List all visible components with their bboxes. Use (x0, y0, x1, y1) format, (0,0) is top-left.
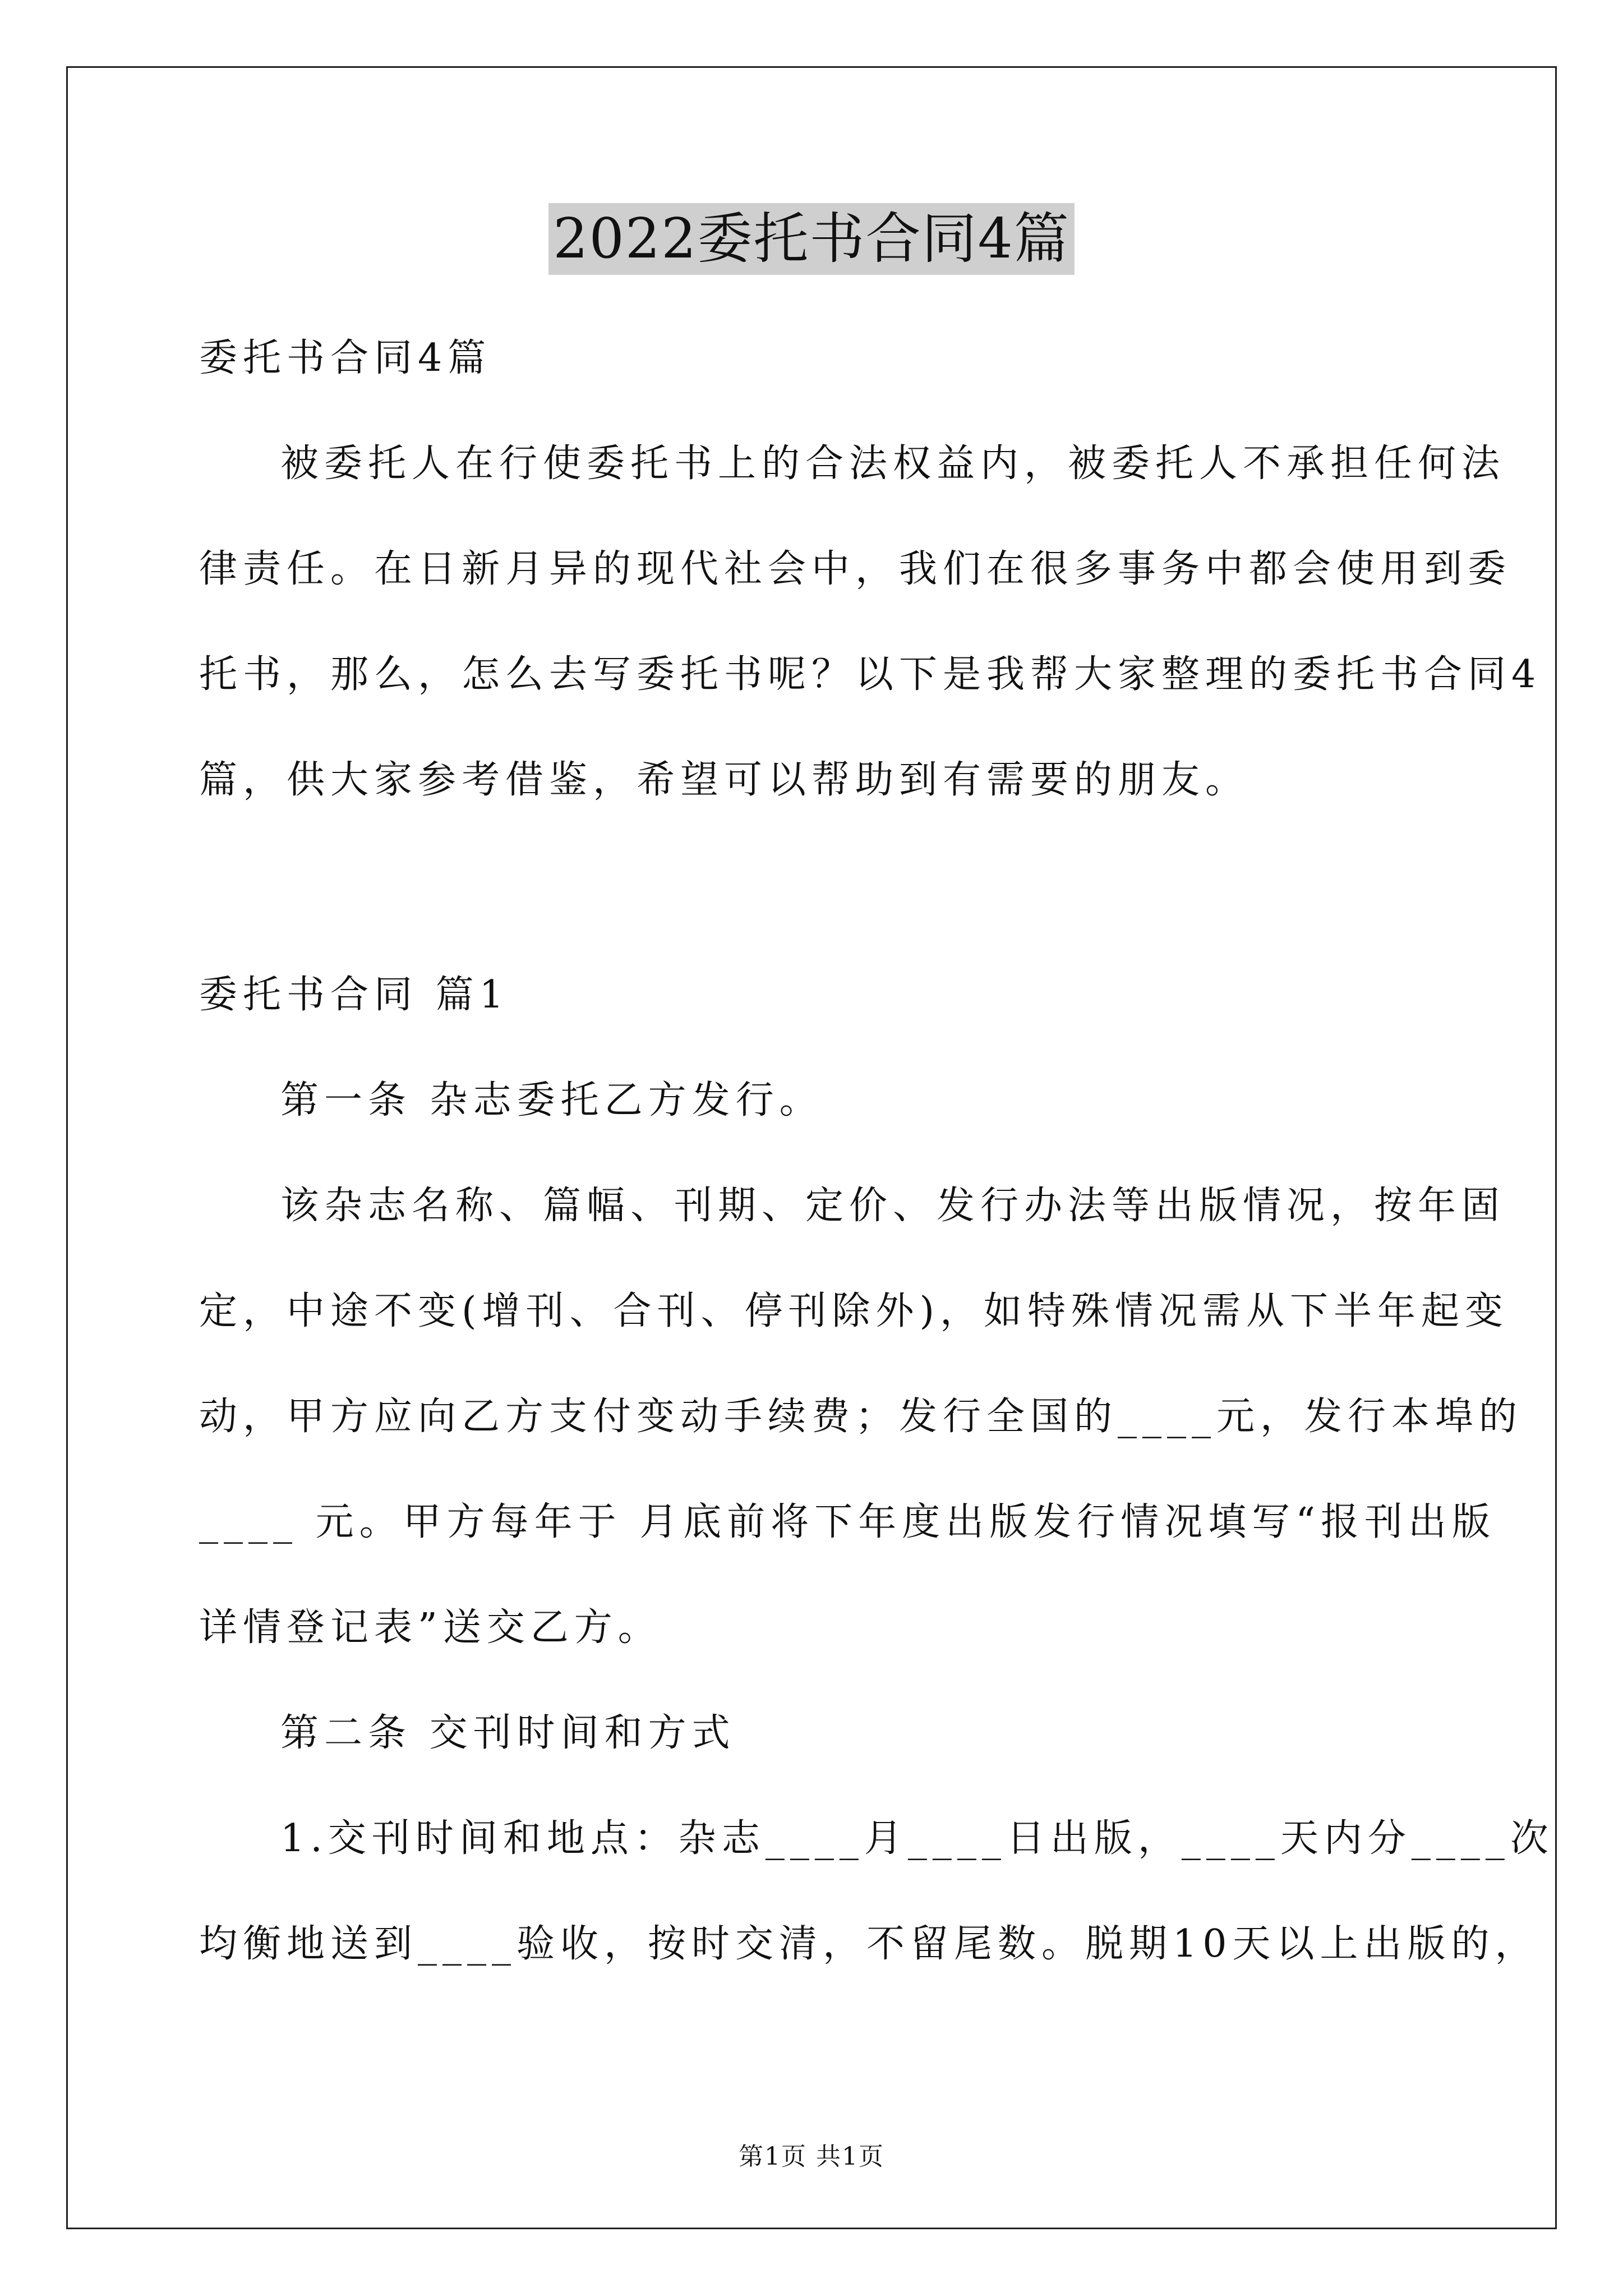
article-line: 动，甲方应向乙方支付变动手续费；发行全国的____元，发行本埠的 (199, 1395, 1523, 1439)
paragraph-spacer (199, 833, 1430, 942)
article-line: 1.交刊时间和地点：杂志____月____日出版，____天内分____次 (280, 1816, 1554, 1861)
article-heading: 第二条 交刊时间和方式 (280, 1711, 736, 1755)
article-line: ____ 元。甲方每年于 月底前将下年度出版发行情况填写“报刊出版 (199, 1500, 1496, 1544)
intro-line: 律责任。在日新月异的现代社会中，我们在很多事务中都会使用到委 (199, 547, 1512, 591)
document-subtitle: 委托书合同4篇 (199, 336, 492, 380)
document-title: 2022委托书合同4篇 (548, 203, 1075, 275)
intro-line: 被委托人在行使委托书上的合法权益内，被委托人不承担任何法 (280, 441, 1506, 486)
section-heading: 委托书合同 篇1 (199, 973, 509, 1017)
article-heading: 第一条 杂志委托乙方发行。 (280, 1078, 823, 1122)
article-line: 该杂志名称、篇幅、刊期、定价、发行办法等出版情况，按年固 (280, 1184, 1506, 1228)
article-line: 均衡地送到____验收，按时交清，不留尾数。脱期10天以上出版的， (199, 1922, 1539, 1966)
intro-line: 篇，供大家参考借鉴，希望可以帮助到有需要的朋友。 (199, 758, 1249, 802)
article-line: 详情登记表”送交乙方。 (199, 1605, 662, 1650)
page-footer: 第1页 共1页 (739, 2142, 884, 2171)
article-line: 定，中途不变(增刊、合刊、停刊除外)，如特殊情况需从下半年起变 (199, 1289, 1509, 1333)
intro-line: 托书，那么，怎么去写委托书呢？以下是我帮大家整理的委托书合同4 (199, 652, 1542, 697)
title-container (0, 203, 1623, 275)
document-body (199, 306, 1554, 1997)
